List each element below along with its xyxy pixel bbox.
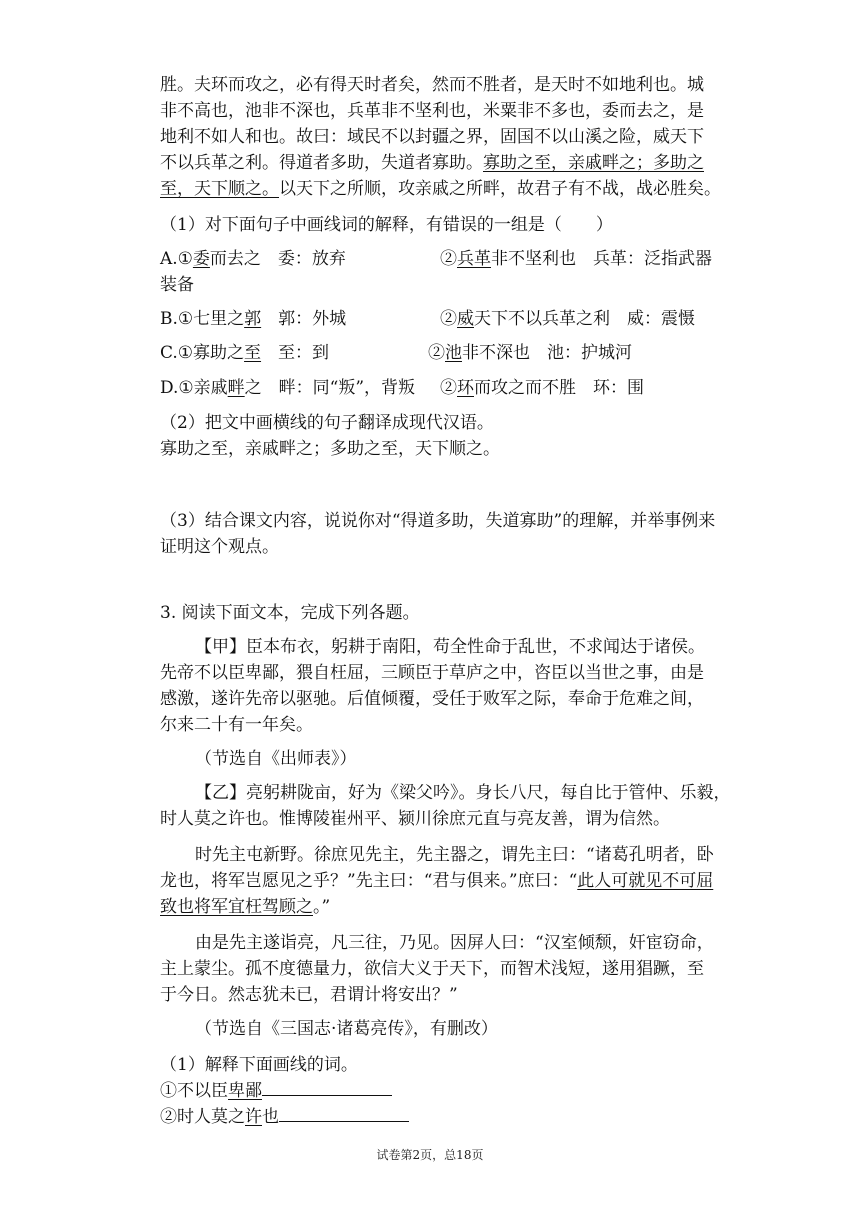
yi-line: 主上蒙尘。孤不度德量力，欲信大义于天下，而智术浅短，遂用猖蹶，至 [160, 959, 704, 979]
yi-line [160, 868, 713, 894]
underlined-word: 威 [457, 309, 474, 329]
underlined-sentence: 至，天下顺之。 [160, 179, 279, 199]
underlined-word: 委 [192, 249, 210, 269]
option-text: 非不坚利也 兵革：泛指武器 [491, 249, 712, 269]
yi-text: 龙也，将军岂愿见之乎？”先主曰：“君与俱来。”庶曰：“ [160, 871, 578, 891]
yi-line [160, 894, 330, 920]
answer-blank[interactable] [262, 1078, 392, 1096]
option-a-cont: 装备 [160, 275, 194, 295]
option-text: 天下不以兵革之利 威：震慑 [474, 309, 695, 329]
option-a-second [440, 246, 712, 272]
question-stem: （2）把文中画横线的句子翻译成现代汉语。 [160, 413, 494, 433]
passage-line: 地利不如人和也。故曰：域民不以封疆之界，固国不以山溪之险，威天下 [160, 127, 704, 147]
option-label: C.①寡助之 [160, 343, 245, 363]
underlined-word: 畔 [227, 378, 245, 398]
option-a[interactable] [160, 246, 346, 272]
underlined-word: 许 [245, 1107, 262, 1127]
underlined-word: 兵革 [457, 249, 491, 269]
yi-line: 由是先主遂诣亮，凡三往，乃见。因屏人曰：“汉室倾颓，奸宦窃命， [195, 933, 714, 953]
source-note: （节选自《出师表》） [195, 749, 357, 769]
option-label: ② [440, 309, 457, 329]
yi-line: 时人莫之许也。惟博陵崔州平、颍川徐庶元直与亮友善，谓为信然。 [160, 809, 670, 829]
underlined-sentence: 寡助之至，亲戚畔之；多助之 [483, 153, 704, 173]
yi-line: 时先主屯新野。徐庶见先主，先主器之，谓先主曰：“诸葛孔明者，卧 [195, 845, 714, 865]
underlined-sentence: 此人可就见不可屈 [577, 871, 714, 891]
option-text: 而攻之而不胜 环：围 [474, 378, 644, 398]
vocab-prefix: ①不以臣 [160, 1081, 228, 1101]
underlined-word: 环 [457, 378, 474, 398]
passage-line [160, 150, 704, 176]
section-heading: 3. 阅读下面文本，完成下列各题。 [160, 603, 420, 623]
underlined-word: 池 [445, 343, 462, 363]
translate-sentence: 寡助之至，亲戚畔之；多助之至，天下顺之。 [160, 439, 500, 459]
yi-line: 于今日。然志犹未已，君谓计将安出？” [160, 985, 458, 1005]
option-c-second [428, 340, 632, 366]
option-text: 非不深也 池：护城河 [462, 343, 632, 363]
passage-text: 以天下之所顺，攻亲戚之所畔，故君子有不战，战必胜矣。 [279, 179, 721, 199]
jia-line: 尔来二十有一年矣。 [160, 715, 313, 735]
passage-text: 不以兵革之利。得道者多助，失道者寡助。 [160, 153, 483, 173]
underlined-word: 郭 [244, 309, 262, 329]
underlined-word: 至 [244, 343, 262, 363]
option-label: ② [440, 249, 457, 269]
option-label: ② [440, 378, 457, 398]
option-text: 郭：外城 [261, 309, 347, 329]
passage-line: 非不高也，池非不深也，兵革非不坚利也，米粟非不多也，委而去之，是 [160, 101, 704, 121]
underlined-word: 卑鄙 [228, 1081, 262, 1101]
option-label: D.①亲戚 [160, 378, 228, 398]
question-stem: （1）对下面句子中画线词的解释，有错误的一组是（ ） [160, 215, 613, 235]
vocab-suffix: 也 [262, 1107, 279, 1127]
question-stem: 证明这个观点。 [160, 537, 279, 557]
option-text: 之 畔：同“叛”，背叛 [244, 378, 416, 398]
passage-line [160, 176, 721, 202]
option-text: 至：到 [261, 343, 330, 363]
source-note: （节选自《三国志·诸葛亮传》，有删改） [195, 1019, 498, 1039]
yi-text: 。” [313, 897, 331, 917]
vocab-prefix: ②时人莫之 [160, 1107, 245, 1127]
option-d-second [440, 375, 644, 401]
vocab-item-2 [160, 1104, 409, 1130]
option-label: ② [428, 343, 445, 363]
passage-line: 胜。夫环而攻之，必有得天时者矣，然而不胜者，是天时不如地利也。城 [160, 75, 704, 95]
option-d[interactable] [160, 375, 415, 401]
answer-blank[interactable] [279, 1104, 409, 1122]
page-footer: 试卷第2页，总18页 [376, 1148, 484, 1162]
jia-line: 先帝不以臣卑鄙，猥自枉屈，三顾臣于草庐之中，咨臣以当世之事，由是 [160, 663, 704, 683]
option-text: 而去之 委：放弃 [209, 249, 346, 269]
option-c[interactable] [160, 340, 329, 366]
option-b-second [440, 306, 695, 332]
question-stem: （1）解释下面画线的词。 [160, 1055, 358, 1075]
vocab-item-1 [160, 1078, 392, 1104]
option-label: B.①七里之 [160, 309, 245, 329]
question-stem: （3）结合课文内容，说说你对“得道多助，失道寡助”的理解，并举事例来 [160, 511, 716, 531]
option-label: A.① [160, 249, 193, 269]
jia-line: 感激，遂许先帝以驱驰。后值倾覆，受任于败军之际，奉命于危难之间， [160, 689, 704, 709]
yi-line: 【乙】亮躬耕陇亩，好为《梁父吟》。身长八尺，每自比于管仲、乐毅， [195, 783, 731, 803]
jia-line: 【甲】臣本布衣，躬耕于南阳，苟全性命于乱世，不求闻达于诸侯。 [195, 637, 705, 657]
underlined-sentence: 致也将军宜枉驾顾之 [160, 897, 313, 917]
option-b[interactable] [160, 306, 346, 332]
